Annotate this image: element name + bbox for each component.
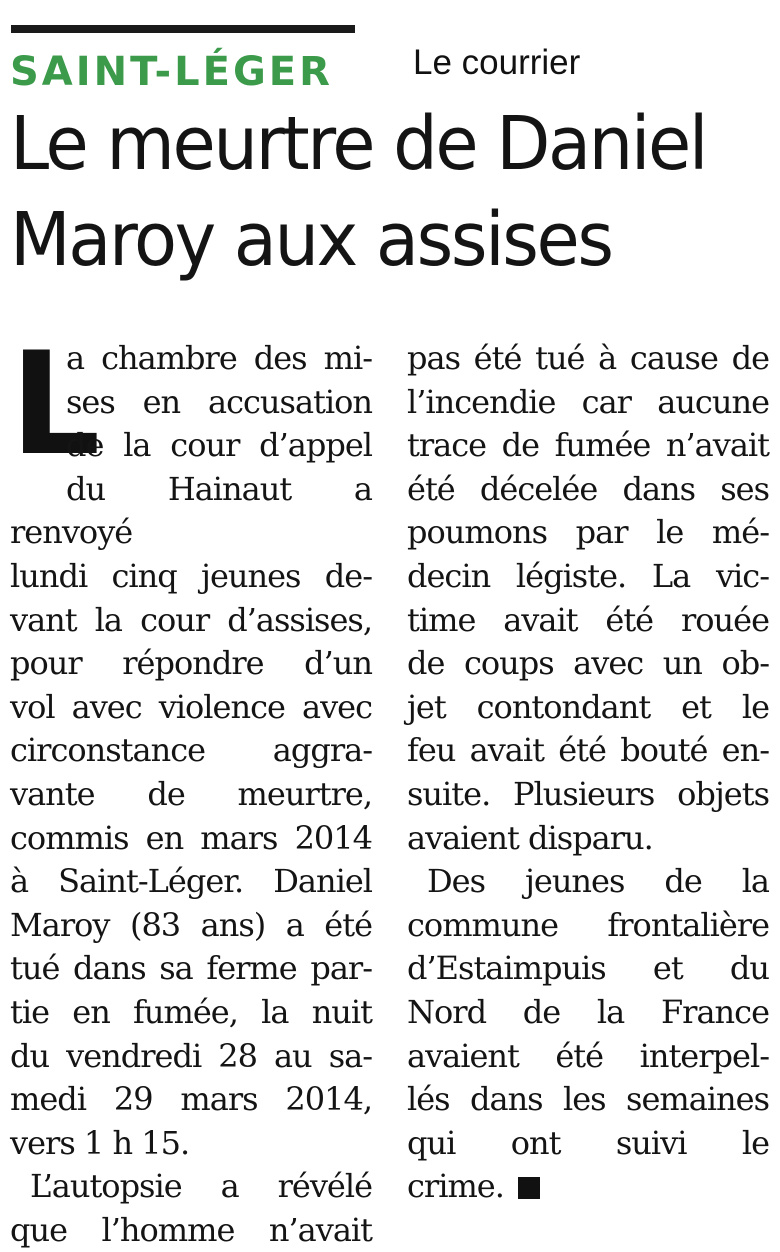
text-line: avaient été interpel- [407, 1036, 769, 1075]
paragraph-3-end [407, 1165, 769, 1209]
text-line: Des jeunes de la [427, 862, 769, 901]
text-line: poumons par le mé- [407, 513, 769, 552]
text-line: medi 29 mars 2014, [10, 1080, 372, 1119]
paragraph-3 [407, 860, 769, 1165]
text-line: lundi cinq jeunes de- [10, 556, 372, 595]
article-column-1 [10, 322, 372, 1252]
text-line: du vendredi 28 au sa- [10, 1036, 372, 1075]
text-line: vers 1 h 15. [10, 1123, 190, 1162]
top-rule [11, 25, 355, 33]
text-line: ses en accusation [66, 382, 372, 421]
drop-cap: L [10, 322, 100, 487]
text-line: Maroy (83 ans) a été [10, 905, 372, 944]
text-line: été décelée dans ses [407, 469, 769, 508]
headline-line-1: Le meurtre de Daniel [10, 101, 707, 187]
text-line: du Hainaut a renvoyé [10, 469, 372, 552]
paragraph-2 [10, 1165, 372, 1252]
text-line: Nord de la France [407, 992, 769, 1031]
paragraph-1-end [10, 1122, 372, 1166]
end-of-article-mark [518, 1177, 540, 1199]
text-line: suite. Plusieurs objets [407, 774, 769, 813]
text-line: tué dans sa ferme par- [10, 949, 372, 988]
text-line: d’Estaimpuis et du [407, 949, 769, 988]
text-line: a chambre des mi- [66, 339, 372, 377]
text-line: que l’homme n’avait [10, 1210, 372, 1249]
text-line: jet contondant et le [407, 687, 769, 726]
text-line: vol avec violence avec [10, 687, 372, 726]
text-line: decin légiste. La vic- [407, 556, 769, 595]
kicker-location: SAINT-LÉGER [10, 49, 333, 95]
text-line: trace de fumée n’avait [407, 426, 769, 465]
text-line: de la cour d’appel [66, 426, 372, 465]
text-line: vant la cour d’assises, [10, 600, 372, 639]
text-line: tie en fumée, la nuit [10, 992, 372, 1031]
text-line: vante de meurtre, [10, 774, 372, 813]
article-column-2 [407, 337, 769, 1209]
paragraph-2-cont [407, 337, 769, 817]
headline [10, 96, 742, 288]
text-line: à Saint-Léger. Daniel [10, 862, 372, 901]
text-line: commis en mars 2014 [10, 818, 372, 857]
text-line: crime. [407, 1167, 504, 1206]
text-line: time avait été rouée [407, 600, 769, 639]
text-line: pour répondre d’un [10, 644, 372, 683]
text-line: pas été tué à cause de [407, 339, 769, 377]
text-line: avaient disparu. [407, 818, 653, 857]
text-line: feu avait été bouté en- [407, 731, 769, 770]
headline-line-2: Maroy aux assises [10, 197, 612, 283]
source-label: Le courrier [413, 43, 581, 82]
text-line: circonstance aggra- [10, 731, 372, 770]
paragraph-2-end [407, 817, 769, 861]
text-line: L’autopsie a révélé [30, 1167, 372, 1206]
text-line: de coups avec un ob- [407, 644, 769, 683]
text-line: qui ont suivi le [407, 1123, 769, 1162]
text-line: commune frontalière [407, 905, 769, 944]
text-line: lés dans les semaines [407, 1080, 769, 1119]
text-line: l’incendie car aucune [407, 382, 769, 421]
